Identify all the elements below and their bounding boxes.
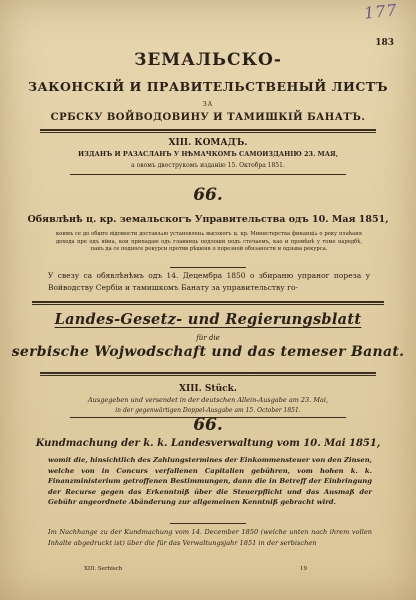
- serbian-document-number: 66.: [193, 185, 223, 205]
- serbian-issued-line2: а овомъ двострукомъ изданію 15. Октобра 1851.: [131, 162, 285, 169]
- german-section-number: XIII. Stück.: [179, 384, 237, 394]
- title-divider-thick: [40, 129, 376, 131]
- title-divider-thin: [40, 132, 376, 133]
- serbian-title-line2: ЗАКОНСКІЙ И ПРАВИТЕЛЬСТВЕНЫЙ ЛИСТЪ: [27, 79, 389, 94]
- german-document-number: 66.: [193, 415, 223, 435]
- language-divider-thin: [32, 304, 384, 305]
- serbian-summary: коимъ се до обште відомости доставлѧю установленѧ высокогъ ц. кр. Министерства финанціѧ о року плаћаня дохода пре одъ яйна, кои припадаю одъ главниць подлоши подъ стечаемъ, као и промѣнѣ у томе наредбѣ, пакъ да се подносе рекурси против рѣшеня о порезной обязаности и одзыва рекурса.: [56, 231, 362, 252]
- german-title-divider-thin: [40, 375, 376, 376]
- serbian-body-text: У свезу са обявлѣнѣмъ одъ 14. Децембра 1850 о збираню упраног пореза у Войводству Сербіи и тамишкомъ Банату за управительству го-: [48, 271, 370, 292]
- serbian-title-za: ЗА: [202, 101, 214, 108]
- german-body-text: Im Nachhange zu der Kundmachung vom 14. December 1850 (welche unten nach ihrem vollen Inhalte abgedruckt ist) über die für das Verwaltungsjahr 1851 in der serbischen: [48, 528, 372, 547]
- german-heading: Kundmachung der k. k. Landesverwaltung vom 10. Mai 1851,: [35, 438, 381, 449]
- german-title-divider-thick: [40, 372, 376, 374]
- issued-divider: [70, 174, 346, 175]
- footer-signature: XIII. Serbisch: [84, 566, 123, 572]
- german-title-line1: Landes-Gesetz- und Regierungsblatt: [54, 311, 362, 328]
- serbian-heading: Обявлѣнѣ ц. кр. земальскогъ Управительства одъ 10. Мая 1851,: [27, 214, 389, 225]
- german-title-fuer-die: für die: [196, 334, 220, 342]
- page-number: 183: [375, 38, 394, 48]
- footer-sheet-number: 19: [300, 566, 307, 572]
- language-divider-thick: [32, 301, 384, 303]
- german-summary-text: womit die, hinsichtlich des Zahlungstermines der Einkommensteuer von den Zinsen, welche von in Concurs verfallenen Capitalien gebühren, vom hohen k. k. Finanzministerium getroffenen Bestimmungen, dann die in Betreff der Einbringung der Recurse gegen das Erkenntniß über die Steuerpflicht und das Ausmaß der Gebühr angeordnete Abänderung zur allgemeinen Kenntniß gebracht wird.: [48, 456, 372, 506]
- serbian-title-line3: СРБСКУ ВОЙВОДОВИНУ И ТАМИШКІЙ БАНАТЪ.: [50, 112, 366, 123]
- serbian-title-line1: ЗЕМАЛЬСКО-: [134, 50, 282, 70]
- german-summary: [48, 455, 372, 508]
- german-summary-divider: [170, 523, 246, 524]
- serbian-issued-line1: ИЗДАНЪ И РАЗАСЛАНЪ У НѢМАЧКОМЪ САМОИЗДАНІЮ 23. МАЯ,: [77, 150, 339, 158]
- serbian-section-number: XIII. КОМАДЪ.: [168, 138, 248, 148]
- handwritten-page-note: 177: [363, 0, 399, 23]
- german-issued-line1: Ausgegeben und versendet in der deutschen Allein-Ausgabe am 23. Mai,: [87, 396, 329, 404]
- summary-divider: [170, 267, 246, 268]
- german-issued-line2: in der gegenwärtigen Doppel-Ausgabe am 15. October 1851.: [115, 407, 301, 414]
- german-title-line2: serbische Wojwodschaft und das temeser Banat.: [11, 344, 405, 360]
